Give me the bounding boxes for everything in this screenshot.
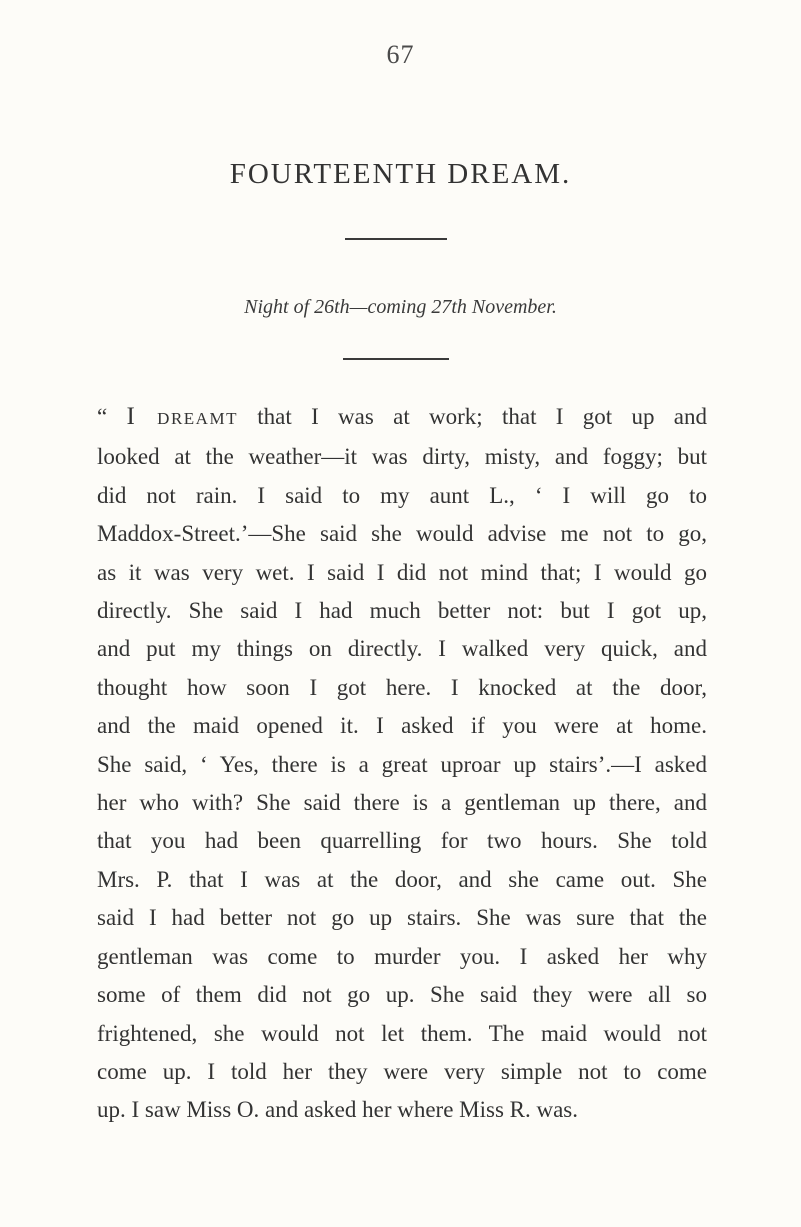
text-line: did not rain. I said to my aunt L., ‘ I will go to — [97, 482, 707, 508]
text-line: frightened, she would not let them. The maid would not — [97, 1020, 707, 1046]
text-line-1 — [97, 398, 707, 438]
text-line: her who with? She said there is a gentleman up there, and — [97, 790, 707, 816]
divider-rule-bottom — [343, 358, 449, 360]
text-line: some of them did not go up. She said they were all so — [97, 982, 707, 1008]
text-line: that you had been quarrelling for two hours. She told — [97, 828, 707, 854]
text-line: and the maid opened it. I asked if you were at home. — [97, 713, 707, 739]
text-line: directly. She said I had much better not: but I got up, — [97, 598, 707, 624]
text-line: said I had better not go up stairs. She was sure that the — [97, 905, 707, 931]
chapter-heading: FOURTEENTH DREAM. — [229, 158, 572, 190]
text-line: Maddox-Street.’—She said she would advise me not to go, — [97, 521, 707, 547]
text-line: She said, ‘ Yes, there is a great uproar up stairs’.—I asked — [97, 751, 707, 777]
body-paragraph — [97, 398, 707, 1130]
text-line: looked at the weather—it was dirty, misty, and foggy; but — [97, 444, 707, 470]
text-line: Mrs. P. that I was at the door, and she came out. She — [97, 866, 707, 892]
text-line: as it was very wet. I said I did not mind that; I would go — [97, 559, 707, 585]
text-line: gentleman was come to murder you. I asked her why — [97, 943, 707, 969]
page-number: 67 — [386, 40, 415, 69]
dateline: Night of 26th—coming 27th November. — [244, 296, 557, 318]
opening-initial: I — [126, 403, 137, 430]
opening-word-rest: DREAMT — [157, 409, 238, 428]
text-line: up. I saw Miss O. and asked her where Miss R. was. — [97, 1097, 579, 1123]
text-line: and put my things on directly. I walked very quick, and — [97, 636, 707, 662]
text-line-1-rest: that I was at work; that I got up and — [237, 404, 707, 429]
small-caps-opening-word — [127, 404, 238, 429]
opening-quote: “ — [97, 404, 108, 429]
text-line: thought how soon I got here. I knocked at the door, — [97, 674, 707, 700]
divider-rule-top — [345, 238, 447, 240]
text-line: come up. I told her they were very simple not to come — [97, 1058, 707, 1084]
